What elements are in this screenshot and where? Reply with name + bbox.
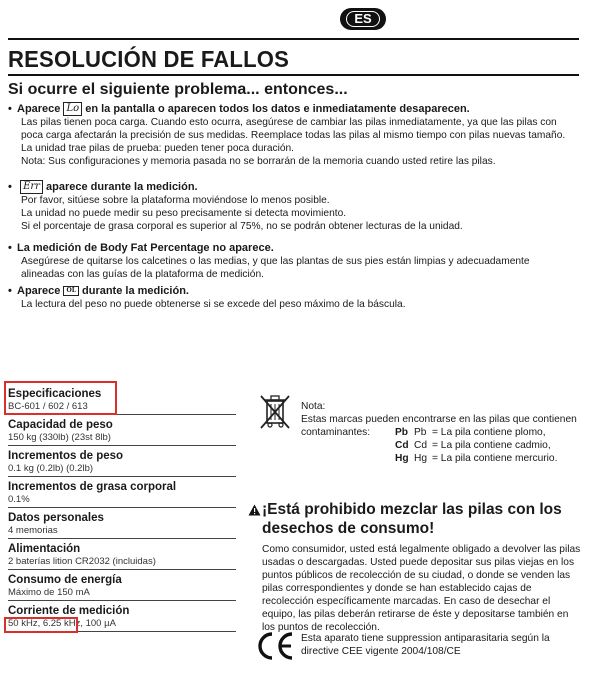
element-symbol: Hg <box>395 453 409 464</box>
problem-body <box>8 116 574 168</box>
note-prefix: contaminantes: <box>301 427 371 438</box>
element-symbol-alt: Cd <box>414 440 428 451</box>
element-symbol-alt: Hg <box>414 453 428 464</box>
spec-section <box>8 418 236 444</box>
spec-value: BC-601 / 602 / 613 <box>8 401 88 412</box>
lcd-lo-icon: Lo <box>63 102 82 116</box>
spec-value: Máximo de 150 mA <box>8 587 90 598</box>
spec-divider <box>8 569 236 570</box>
spec-title: Consumo de energía <box>8 574 122 586</box>
spec-value: 0.1 kg (0.2lb) (0.2lb) <box>8 463 94 474</box>
spec-section <box>8 480 236 506</box>
problem-heading <box>8 284 574 298</box>
bullet-icon: • <box>8 181 12 193</box>
page-title: RESOLUCIÓN DE FALLOS <box>8 46 290 72</box>
spec-divider <box>8 476 236 477</box>
problem-item <box>8 180 574 233</box>
bullet-icon: • <box>8 103 12 115</box>
battery-note <box>301 400 581 465</box>
bullet-icon: • <box>8 242 12 254</box>
element-symbol: Cd <box>395 440 409 451</box>
element-description: = La pila contiene plomo, <box>432 427 546 438</box>
spec-value: 50 kHz, 6.25 kHz, 100 µA <box>8 618 116 629</box>
title-divider <box>8 74 579 76</box>
spec-title: Incrementos de grasa corporal <box>8 481 177 493</box>
spec-section <box>8 542 236 568</box>
element-description: = La pila contiene cadmio, <box>432 440 551 451</box>
spec-section <box>8 449 236 475</box>
problem-paragraph: Si el porcentaje de grasa corporal es superior al 75%, no se podrán obtener lecturas de la unidad. <box>21 221 463 233</box>
problem-paragraph: La lectura del peso no puede obtenerse si se excede del peso máximo de la báscula. <box>21 299 406 310</box>
note-row <box>301 439 581 452</box>
problem-text: La medición de Body Fat Percentage no aparece. <box>17 242 274 254</box>
problem-body <box>8 194 574 233</box>
note-label: Nota: <box>301 401 326 412</box>
ce-mark-icon <box>254 630 296 667</box>
section-subtitle: Si ocurre el siguiente problema... entonces... <box>8 81 348 98</box>
warning-title: ¡Está prohibido mezclar las pilas con los desechos de consumo! <box>262 501 562 537</box>
ce-statement: Esta aparato tiene suppression antiparasitaria según la directive CEE vigente 2004/108/CE <box>301 633 550 657</box>
element-symbol: Pb <box>395 427 409 438</box>
problem-note: Nota: Sus configuraciones y memoria pasada no se borrarán de la memoria cuando usted retire las pilas. <box>21 156 496 168</box>
spec-section <box>8 511 236 537</box>
spec-title: Capacidad de peso <box>8 419 113 431</box>
lcd-overload-icon <box>63 286 78 296</box>
problem-text: aparece durante la medición. <box>46 181 198 193</box>
spec-title: Datos personales <box>8 512 104 524</box>
spec-divider <box>8 507 236 508</box>
note-row <box>301 426 581 439</box>
problem-body <box>8 255 574 281</box>
highlight-box-frequency <box>4 617 78 633</box>
language-code: ES <box>346 11 379 27</box>
lcd-overload-text: OL <box>66 287 76 295</box>
spec-divider <box>8 538 236 539</box>
problem-body <box>8 298 574 311</box>
spec-divider <box>8 600 236 601</box>
crossed-bin-icon <box>258 392 292 432</box>
spec-section <box>8 573 236 599</box>
problem-prefix: Aparece <box>17 285 61 297</box>
spec-title: Corriente de medición <box>8 605 130 617</box>
note-row <box>301 452 581 465</box>
problem-item <box>8 102 574 168</box>
problem-text: en la pantalla o aparecen todos los datos e inmediatamente desaparecen. <box>85 103 470 115</box>
spec-divider <box>8 445 236 446</box>
problem-paragraph: Por favor, sitúese sobre la plataforma moviéndose lo menos posible. <box>21 195 330 207</box>
problem-heading <box>8 241 574 255</box>
problem-paragraph: Las pilas tienen poca carga. Cuando esto ocurra, asegúrese de cambiar las pilas inmediatamente, ya que las pilas con poca carga afectarán la precisión de sus medidas. Reemplace todas las pilas al mismo tiempo con pilas nuevas tamaño. La unidad trae pilas de prueba: pueden tener poca duración. <box>21 117 566 155</box>
problem-item <box>8 284 574 311</box>
spec-value: 4 memorias <box>8 525 58 536</box>
spec-value: 2 baterías lition CR2032 (incluidas) <box>8 556 156 567</box>
highlight-box-specifications <box>4 381 117 415</box>
problem-heading <box>8 102 574 116</box>
problem-heading <box>8 180 574 194</box>
problem-item <box>8 241 574 281</box>
warning-body: Como consumidor, usted está legalmente obligado a devolver las pilas usadas o descargadas. Usted puede depositar sus pilas viejas en los puntos públicos de recolección de su ciudad, o donde se venden las pilas correspondientes y donde se han establecido cajas de recolección específicamente marcadas. En caso de desechar el equipo, las pilas deberán retirarse de éste y depositarse también en los puntos de recolección. <box>262 544 581 633</box>
language-badge <box>340 8 386 30</box>
element-description: = La pila contiene mercurio. <box>432 453 558 464</box>
problem-text: durante la medición. <box>82 285 189 297</box>
spec-value: 150 kg (330lb) (23st 8lb) <box>8 432 111 443</box>
lcd-err-icon: Err <box>20 180 43 194</box>
bullet-icon: • <box>8 285 12 297</box>
element-symbol-alt: Pb <box>414 427 427 438</box>
spec-title: Alimentación <box>8 543 81 555</box>
spec-title: Especificaciones <box>8 388 102 400</box>
problem-paragraph: Asegúrese de quitarse los calcetines o las medias, y que las plantas de sus pies están limpias y adecuadamente alineadas con las guías de la plataforma de medición. <box>21 256 530 280</box>
spec-title: Incrementos de peso <box>8 450 124 462</box>
spec-value: 0.1% <box>8 494 30 505</box>
problem-paragraph: La unidad no puede medir su peso precisamente si detecta movimiento. <box>21 208 347 220</box>
warning-triangle-icon <box>248 503 261 521</box>
note-line: Estas marcas pueden encontrarse en las pilas que contienen <box>301 414 577 425</box>
top-divider <box>8 38 579 40</box>
problem-prefix: Aparece <box>17 103 61 115</box>
